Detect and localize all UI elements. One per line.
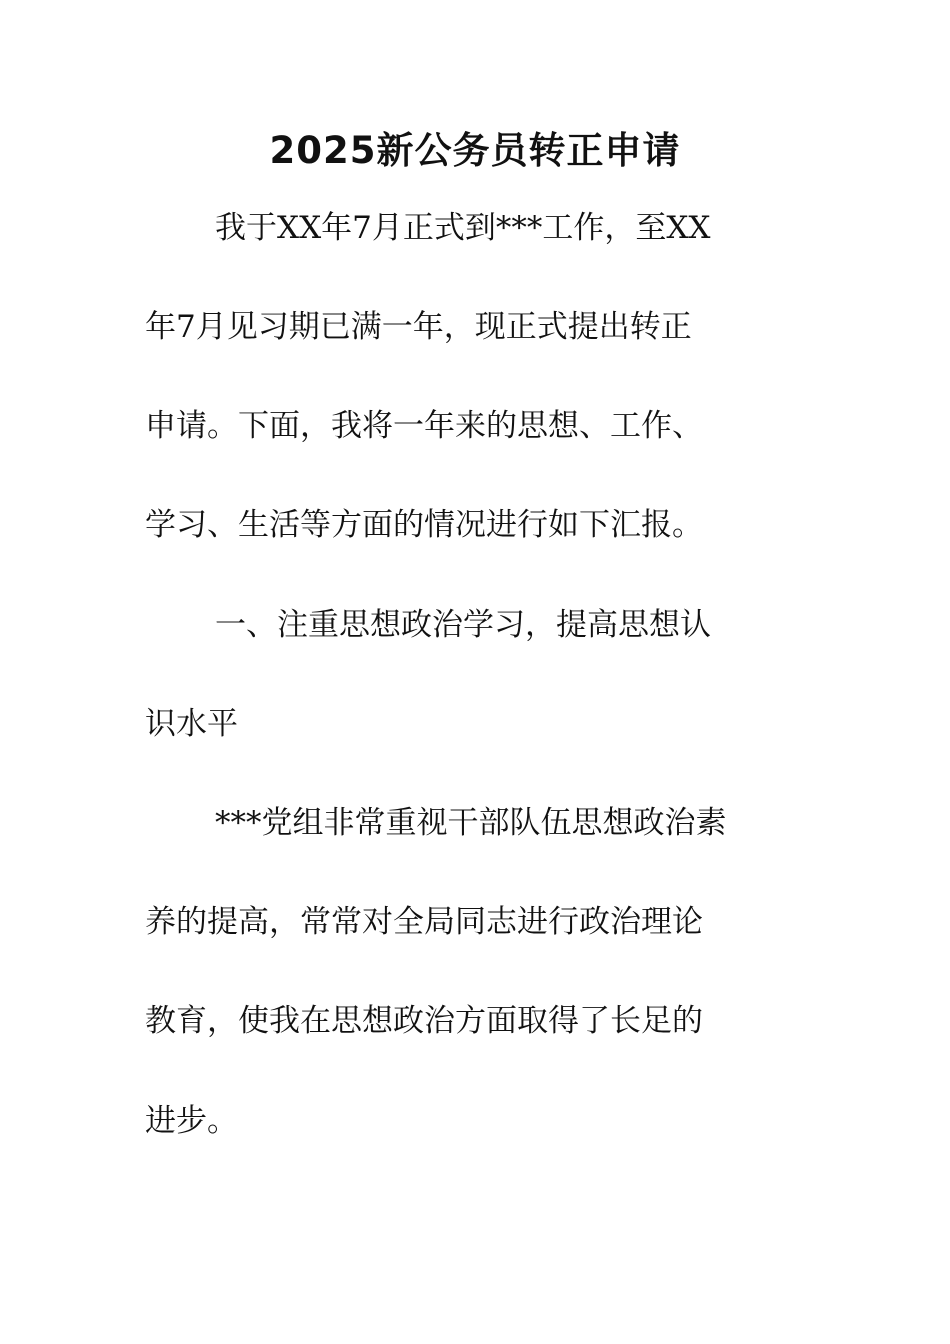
paragraph-line: ***党组非常重视干部队伍思想政治素 (215, 805, 727, 841)
paragraph-line: 申请。下面，我将一年来的思想、工作、 (145, 408, 703, 444)
paragraph-line: 年7月见习期已满一年，现正式提出转正 (145, 309, 692, 345)
section-heading-line: 识水平 (145, 706, 238, 742)
paragraph-line: 学习、生活等方面的情况进行如下汇报。 (145, 507, 703, 543)
paragraph-line: 教育，使我在思想政治方面取得了长足的 (145, 1003, 703, 1039)
section-heading-line: 一、注重思想政治学习，提高思想认 (215, 607, 711, 643)
paragraph-line: 进步。 (145, 1103, 238, 1139)
paragraph-line: 养的提高，常常对全局同志进行政治理论 (145, 904, 703, 940)
document-title: 2025新公务员转正申请 (269, 129, 681, 172)
paragraph-line: 我于XX年7月正式到***工作，至XX (215, 210, 711, 246)
